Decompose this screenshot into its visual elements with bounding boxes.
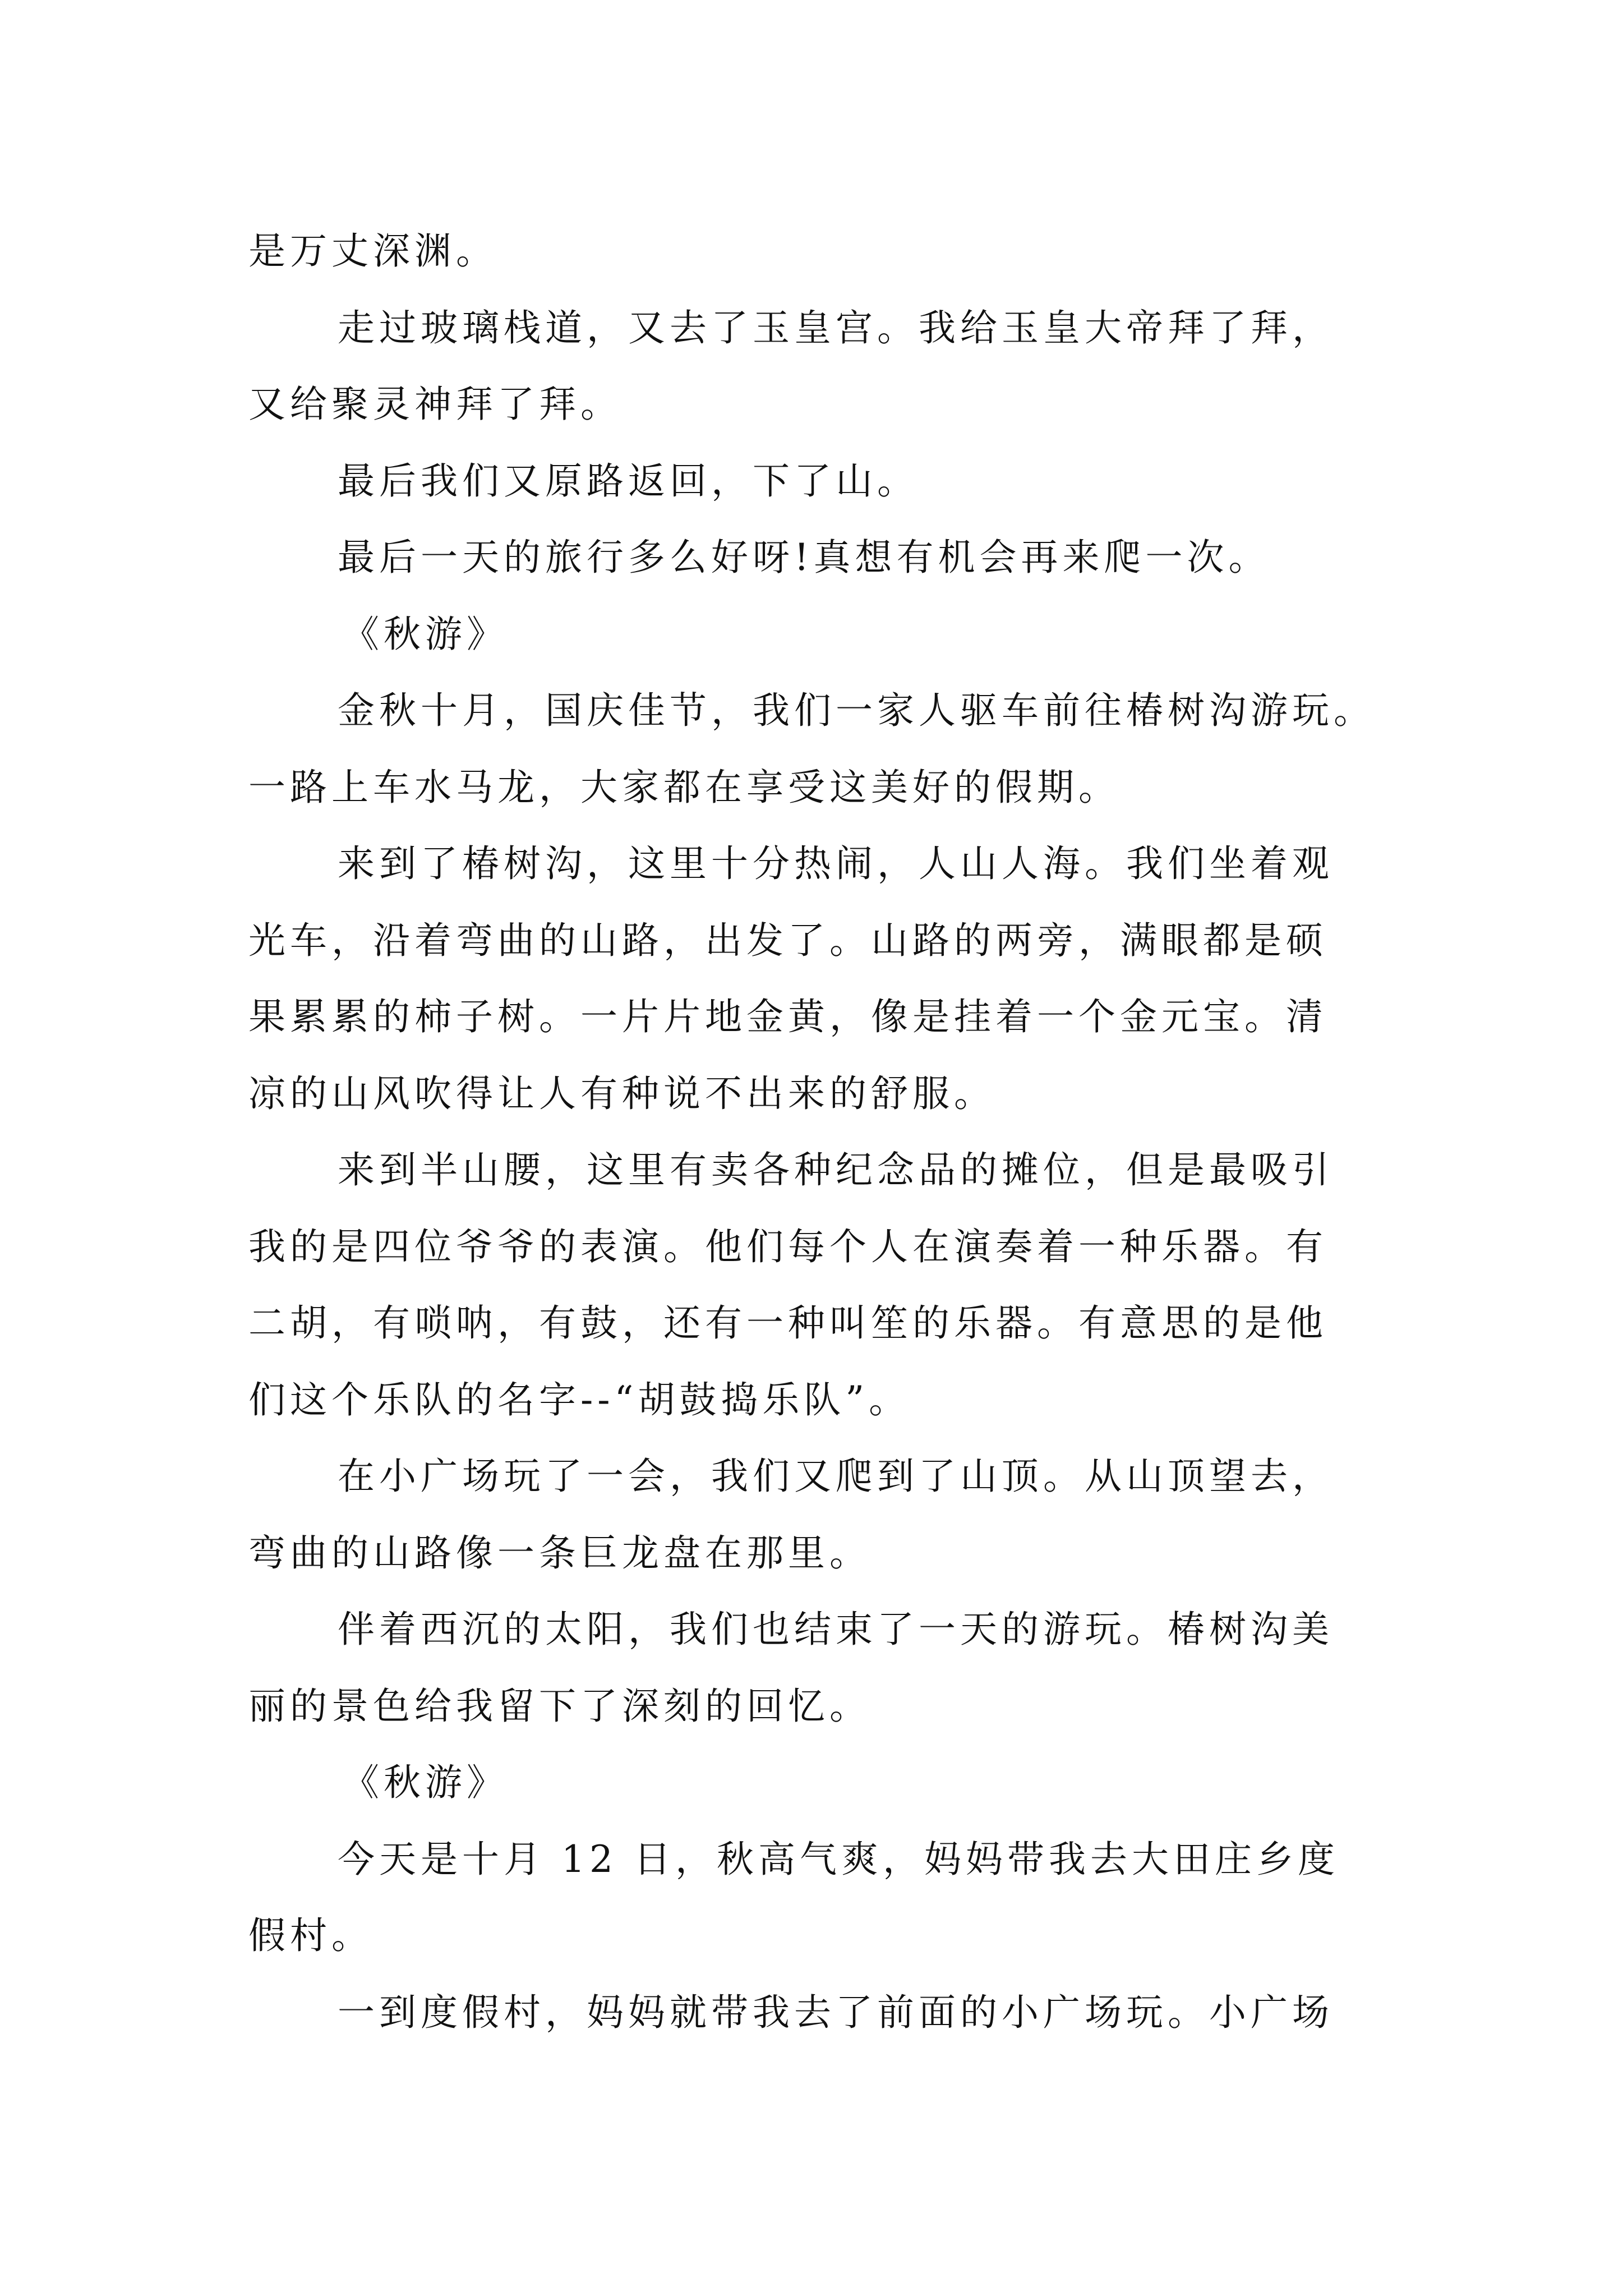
text-line: 又给聚灵神拜了拜。 [248,383,622,426]
text-line: 凉的山风吹得让人有种说不出来的舒服。 [248,1071,995,1115]
text-line: 光车，沿着弯曲的山路，出发了。山路的两旁，满眼都是硕 [248,918,1327,962]
paragraph-start-line: 伴着西沉的太阳，我们也结束了一天的游玩。椿树沟美 [338,1608,1334,1651]
text-line: 丽的景色给我留下了深刻的回忆。 [248,1684,871,1728]
text-line: 果累累的柿子树。一片片地金黄，像是挂着一个金元宝。清 [248,995,1327,1038]
text-line: 们这个乐队的名字--“胡鼓捣乐队”。 [248,1378,911,1421]
paragraph-start-line: 来到半山腰，这里有卖各种纪念品的摊位，但是最吸引 [338,1148,1334,1191]
text-line: 弯曲的山路像一条巨龙盘在那里。 [248,1531,871,1575]
text-line: 是万丈深渊。 [248,229,497,273]
section-title: 《秋游》 [342,612,508,656]
paragraph-start-line: 最后我们又原路返回，下了山。 [338,459,919,503]
paragraph-start-line: 一到度假村，妈妈就带我去了前面的小广场玩。小广场 [338,1990,1334,2034]
paragraph-start-line: 最后一天的旅行多么好呀!真想有机会再来爬一次。 [338,536,1270,579]
paragraph-start-line: 今天是十月 12 日，秋高气爽，妈妈带我去大田庄乡度 [338,1837,1339,1881]
paragraph-start-line: 走过玻璃栈道，又去了玉皇宫。我给玉皇大帝拜了拜， [338,306,1334,349]
document-body [248,213,1393,2051]
text-line: 一路上车水马龙，大家都在享受这美好的假期。 [248,765,1120,809]
paragraph-start-line: 在小广场玩了一会，我们又爬到了山顶。从山顶望去， [338,1455,1334,1498]
section-title: 《秋游》 [342,1761,508,1804]
paragraph-start-line: 金秋十月，国庆佳节，我们一家人驱车前往椿树沟游玩。 [338,689,1375,732]
text-line: 我的是四位爷爷的表演。他们每个人在演奏着一种乐器。有 [248,1225,1327,1268]
paragraph-start-line: 来到了椿树沟，这里十分热闹，人山人海。我们坐着观 [338,842,1334,885]
text-line: 二胡，有唢呐，有鼓，还有一种叫笙的乐器。有意思的是他 [248,1301,1327,1345]
text-line: 假村。 [248,1914,373,1957]
